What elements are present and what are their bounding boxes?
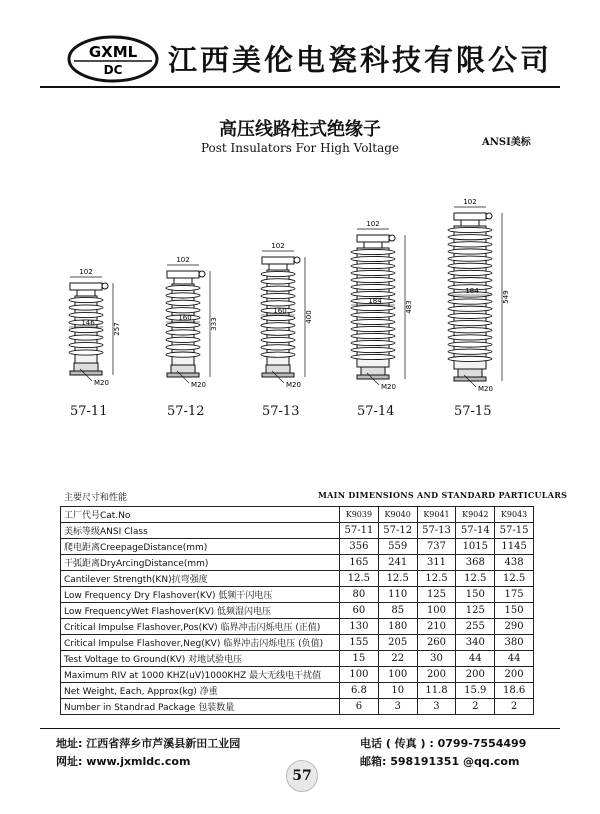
table-cell: K9039 [340,507,379,523]
table-cell: 200 [456,667,495,683]
insulator-shed [351,319,395,324]
insulator-shed [351,263,395,268]
insulator-shed [448,263,492,268]
section-title-cn: 主要尺寸和性能 [64,493,128,503]
table-cell: 260 [417,635,456,651]
insulator-shed [448,306,492,311]
phone-text: 电话 ( 传真 ) : 0799-7554499 [360,737,527,750]
section-title-en: MAIN DIMENSIONS AND STANDARD PARTICULARS [318,490,568,500]
height-dimension: 257 [113,322,121,336]
thread-label: M20 [478,385,493,393]
base-flange [70,371,102,375]
table-cell: 200 [417,667,456,683]
insulator-shed [448,242,492,247]
logo-top-text: GXML [88,43,138,61]
insulator-shed [351,340,395,345]
row-label: 工厂代号Cat.No [61,507,340,523]
spec-table [60,506,534,715]
base-flange [262,373,294,377]
cap-bolt [102,283,108,289]
table-cell: 30 [417,651,456,667]
row-label: Maximum RIV at 1000 KHZ(uV)1000KHZ 最大无线电干扰值 [61,667,340,683]
table-row [61,651,534,667]
table-cell: 1015 [456,539,495,555]
model-labels [40,404,560,424]
table-cell: 15 [340,651,379,667]
diameter-dimension: 184 [465,287,479,295]
insulator-shed [166,285,200,290]
insulator-shed [261,301,295,306]
top-cap [70,283,102,290]
table-cell: 12.5 [378,571,417,587]
insulator-shed [69,335,103,340]
base-fitting [361,367,385,375]
insulator-drawing [261,242,313,389]
base-flange [167,373,199,377]
insulator-shed [69,297,103,302]
table-cell: 241 [378,555,417,571]
width-dimension: 102 [463,198,477,206]
insulator-shed [448,249,492,254]
top-cap [167,271,199,278]
insulator-shed [448,270,492,275]
table-cell: 22 [378,651,417,667]
page-title-cn: 高压线路柱式绝缘子 [219,119,381,140]
table-cell: 3 [378,699,417,715]
table-cell: 44 [495,651,534,667]
row-label: Critical Impulse Flashover,Neg(KV) 临界冲击闪烁电压 (负值) [61,635,340,651]
table-cell: 57-12 [378,523,417,539]
insulator-shed [166,300,200,305]
table-cell: 737 [417,539,456,555]
base-fitting [458,369,482,377]
table-row [61,699,534,715]
height-dimension: 549 [502,290,510,304]
website-link[interactable]: 网址: www.jxmldc.com [56,755,191,768]
table-cell: 311 [417,555,456,571]
table-cell: 368 [456,555,495,571]
table-row [61,667,534,683]
table-cell: 57-13 [417,523,456,539]
table-cell: 10 [378,683,417,699]
table-row [61,571,534,587]
table-row [61,619,534,635]
table-cell: 110 [378,587,417,603]
cap-bolt [199,271,205,277]
insulator-shed [448,313,492,318]
insulator-shed [261,337,295,342]
table-cell: 125 [456,603,495,619]
insulator-shed [261,293,295,298]
base-fitting [266,365,290,373]
insulator-shed [448,256,492,261]
insulator-shed [351,354,395,359]
insulator-shed [69,327,103,332]
cap-bolt [486,213,492,219]
top-cap [262,257,294,264]
thread-label: M20 [381,383,396,391]
page-title-en: Post Insulators For High Voltage [200,141,400,155]
insulator-shed [448,278,492,283]
diameter-dimension: 160 [273,307,287,315]
insulator-drawing [69,268,121,387]
insulator-shed [448,342,492,347]
insulator-shed [448,299,492,304]
model-label: 57-13 [262,404,300,419]
table-row [61,539,534,555]
insulator-shed [261,330,295,335]
height-dimension: 483 [405,300,413,314]
table-cell: 155 [340,635,379,651]
table-cell: 100 [340,667,379,683]
model-label: 57-11 [70,404,108,419]
insulator-shed [351,270,395,275]
row-label: Cantilever Strength(KN)抗弯强度 [61,571,340,587]
insulator-shed [166,330,200,335]
table-cell: 340 [456,635,495,651]
table-cell: 1145 [495,539,534,555]
table-cell: 57-11 [340,523,379,539]
table-cell: 290 [495,619,534,635]
cap-neck [461,220,479,226]
company-logo [66,34,160,84]
table-cell: 80 [340,587,379,603]
insulator-shed [351,256,395,261]
row-label: Critical Impulse Flashover,Pos(KV) 临界冲击闪烁电压 (正值) [61,619,340,635]
table-cell: 205 [378,635,417,651]
table-cell: 12.5 [456,571,495,587]
table-cell: 438 [495,555,534,571]
insulator-shed [261,286,295,291]
width-dimension: 102 [271,242,285,250]
insulator-shed [166,352,200,357]
base-flange [357,375,389,379]
table-cell: 12.5 [340,571,379,587]
insulator-shed [448,235,492,240]
table-cell: 130 [340,619,379,635]
row-label: Test Voltage to Ground(KV) 对地试验电压 [61,651,340,667]
model-label: 57-12 [167,404,205,419]
table-cell: K9042 [456,507,495,523]
table-cell: K9041 [417,507,456,523]
height-dimension: 333 [210,317,218,331]
insulator-drawing [351,220,413,391]
table-cell: 6.8 [340,683,379,699]
insulator-shed [261,315,295,320]
insulator-shed [69,342,103,347]
insulator-shed [351,305,395,310]
insulator-shed [351,277,395,282]
table-cell: 15.9 [456,683,495,699]
table-cell: 2 [456,699,495,715]
table-row [61,635,534,651]
insulator-shed [448,328,492,333]
diameter-dimension: 184 [368,297,382,305]
insulator-drawing [166,256,218,389]
table-cell: 12.5 [495,571,534,587]
insulator-shed [448,320,492,325]
row-label: Low Frequency Dry Flashover(KV) 低频干闪电压 [61,587,340,603]
table-cell: 85 [378,603,417,619]
row-label: 爬电距离CreepageDistance(mm) [61,539,340,555]
cap-neck [269,264,287,270]
table-cell: K9043 [495,507,534,523]
table-cell: 180 [378,619,417,635]
table-row [61,555,534,571]
insulator-shed [351,333,395,338]
table-cell: 3 [417,699,456,715]
email-text: 邮箱: 598191351 @qq.com [360,755,520,768]
top-cap [357,235,389,242]
table-row [61,683,534,699]
table-cell: 255 [456,619,495,635]
cap-neck [77,290,95,296]
table-cell: 150 [495,603,534,619]
cap-bolt [389,235,395,241]
table-cell: 12.5 [417,571,456,587]
cap-bolt [294,257,300,263]
insulator-shed [351,326,395,331]
table-cell: 57-14 [456,523,495,539]
table-cell: 2 [495,699,534,715]
insulator-shed [69,350,103,355]
standard-label: ANSI美标 [482,137,531,148]
row-label: 干弧距离DryArcingDistance(mm) [61,555,340,571]
row-label: Low FrequencyWet Flashover(KV) 低频湿闪电压 [61,603,340,619]
model-label: 57-15 [454,404,492,419]
table-cell: 356 [340,539,379,555]
page-number: 57 [286,760,318,792]
footer-rule [40,728,560,729]
model-label: 57-14 [357,404,395,419]
cap-neck [364,242,382,248]
table-row [61,523,534,539]
row-label: Number in Standrad Package 包装数量 [61,699,340,715]
insulator-shed [351,284,395,289]
insulator-drawings [40,198,560,415]
base-flange [454,377,486,381]
thread-label: M20 [286,381,301,389]
diameter-dimension: 160 [178,314,192,322]
table-cell: 150 [456,587,495,603]
insulator-shed [166,322,200,327]
row-label: Net Weight, Each, Approx(kg) 净重 [61,683,340,699]
insulator-shed [166,337,200,342]
insulator-shed [261,323,295,328]
insulator-shed [261,352,295,357]
table-cell: 210 [417,619,456,635]
insulator-shed [166,345,200,350]
table-cell: 380 [495,635,534,651]
insulator-shed [69,312,103,317]
table-cell: 6 [340,699,379,715]
table-cell: 60 [340,603,379,619]
table-cell: 11.8 [417,683,456,699]
table-cell: 200 [495,667,534,683]
row-label: 美标等级ANSI Class [61,523,340,539]
cap-neck [174,278,192,284]
company-name: 江西美伦电瓷科技有限公司 [168,43,553,77]
table-row [61,603,534,619]
table-row [61,587,534,603]
table-cell: K9040 [378,507,417,523]
insulator-shed [448,227,492,232]
thread-label: M20 [94,379,109,387]
insulator-shed [261,345,295,350]
table-cell: 100 [417,603,456,619]
width-dimension: 102 [79,268,93,276]
insulator-shed [261,271,295,276]
top-cap [454,213,486,220]
width-dimension: 102 [176,256,190,264]
insulator-shed [166,293,200,298]
insulator-shed [448,335,492,340]
insulator-shed [448,356,492,361]
height-dimension: 400 [305,310,313,324]
table-cell: 175 [495,587,534,603]
base-fitting [171,365,195,373]
table-cell: 165 [340,555,379,571]
address-text: 地址: 江西省萍乡市芦溪县新田工业园 [56,737,241,750]
logo-bottom-text: DC [103,63,123,77]
insulator-drawing [448,198,510,393]
table-cell: 57-15 [495,523,534,539]
table-cell: 125 [417,587,456,603]
table-cell: 18.6 [495,683,534,699]
insulator-shed [351,312,395,317]
thread-label: M20 [191,381,206,389]
table-cell: 559 [378,539,417,555]
insulator-shed [448,349,492,354]
table-cell: 44 [456,651,495,667]
insulator-shed [261,279,295,284]
insulator-shed [166,308,200,313]
width-dimension: 102 [366,220,380,228]
table-cell: 100 [378,667,417,683]
insulator-shed [69,305,103,310]
table-row [61,507,534,523]
diameter-dimension: 146 [81,319,95,327]
header-rule [40,86,560,88]
base-fitting [74,363,98,371]
insulator-shed [351,291,395,296]
insulator-shed [351,249,395,254]
insulator-shed [351,347,395,352]
